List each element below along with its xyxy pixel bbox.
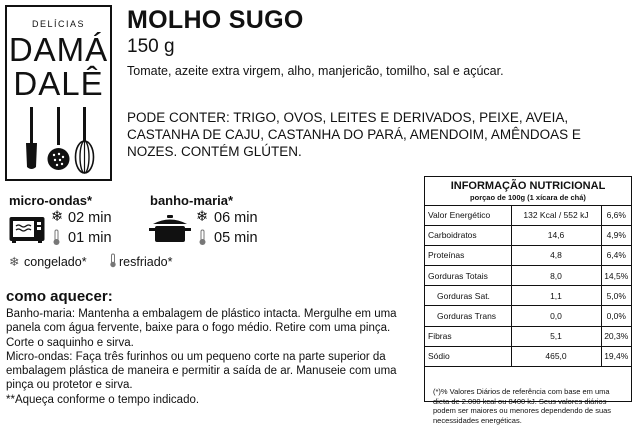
table-row — [425, 225, 631, 245]
microwave-frozen-time: 02 min — [68, 210, 112, 226]
nutrient-name: Proteínas — [425, 245, 511, 265]
table-row — [425, 245, 631, 265]
nutrient-name: Gorduras Totais — [425, 266, 511, 286]
nutrient-daily-value: 0,0% — [601, 306, 631, 326]
nutrient-daily-value: 19,4% — [601, 346, 631, 366]
snowflake-icon: ❄ — [51, 209, 64, 225]
nutrient-name: Sódio — [425, 346, 511, 366]
snowflake-icon: ❄ — [9, 255, 20, 269]
snowflake-icon: ❄ — [196, 209, 209, 225]
allergens-text: PODE CONTER: TRIGO, OVOS, LEITES E DERIVADOS, PEIXE, AVEIA, CASTANHA DE CAJU, CASTANHA DO PARÁ, AMENDOIM, AMÊNDOAS E NOZES. CONTÉM GLÚTEN. — [127, 110, 581, 159]
thermometer-icon — [52, 229, 61, 246]
table-row — [425, 326, 631, 346]
microwave-icon — [9, 216, 45, 244]
nutrient-daily-value: 20,3% — [601, 326, 631, 346]
product-title: MOLHO SUGO — [127, 6, 304, 34]
brand-logo — [5, 5, 112, 181]
nutrition-title: INFORMAÇÃO NUTRICIONAL — [450, 180, 606, 192]
nutrient-value: 132 Kcal / 552 kJ — [511, 205, 601, 225]
brand-line-2: DALÊ — [13, 65, 104, 102]
product-weight: 150 g — [127, 36, 175, 57]
nutrient-value: 465,0 — [511, 346, 601, 366]
heating-note: **Aqueça conforme o tempo indicado. — [6, 393, 200, 406]
microwave-label: micro-ondas* — [9, 193, 93, 208]
table-row — [425, 205, 631, 225]
thermometer-icon — [198, 229, 207, 246]
nutrient-daily-value: 6,6% — [601, 205, 631, 225]
legend-chilled: resfriado* — [119, 255, 173, 269]
nutrition-facts-table — [424, 176, 632, 425]
table-row — [425, 306, 631, 326]
microwave-instructions: Micro-ondas: Faça três furinhos ou um pequeno corte na parte superior da embalagem plástica de maneira e permitir a saída de ar. Manuseie com uma pinça ou protetor e sirva. — [6, 350, 397, 392]
bain-marie-chilled-time: 05 min — [214, 230, 258, 246]
table-row — [425, 286, 631, 306]
nutrient-value: 4,8 — [511, 245, 601, 265]
table-row — [425, 346, 631, 366]
cooking-pot-icon — [148, 213, 192, 245]
legend-frozen: congelado* — [24, 255, 87, 269]
nutrient-daily-value: 6,4% — [601, 245, 631, 265]
nutrient-value: 5,1 — [511, 326, 601, 346]
brand-small-text: DELÍCIAS — [31, 19, 85, 29]
nutrient-value: 8,0 — [511, 266, 601, 286]
nutrient-daily-value: 4,9% — [601, 225, 631, 245]
kitchen-utensils-icon — [21, 107, 97, 175]
howto-title: como aquecer: — [6, 288, 113, 305]
bain-marie-instructions: Banho-maria: Mantenha a embalagem de plástico intacta. Mergulhe em uma panela com água fervente, baixe para o fogo médio. Retire com uma pinça. Corte o saquinho e sirva. — [6, 308, 397, 349]
nutrition-footnote: (*)% Valores Diários de referência com base em uma dieta de 2.000 kcal ou 8400 kJ. Seus valores diários podem ser maiores ou menores dependendo de suas necessidades energéticas. — [433, 387, 612, 425]
nutrient-value: 0,0 — [511, 306, 601, 326]
nutrient-daily-value: 14,5% — [601, 266, 631, 286]
nutrient-name: Carboidratos — [425, 225, 511, 245]
brand-line-1: DAMÁ — [8, 31, 109, 68]
heating-instructions — [6, 307, 421, 407]
nutrient-name: Gorduras Sat. — [425, 286, 511, 306]
nutrient-value: 14,6 — [511, 225, 601, 245]
nutrient-value: 1,1 — [511, 286, 601, 306]
nutrient-name: Fibras — [425, 326, 511, 346]
bain-marie-label: banho-maria* — [150, 193, 234, 208]
nutrient-name: Gorduras Trans — [425, 306, 511, 326]
microwave-chilled-time: 01 min — [68, 230, 112, 246]
ingredients-text: Tomate, azeite extra virgem, alho, manjericão, tomilho, sal e açúcar. — [127, 64, 504, 78]
thermometer-icon — [109, 253, 117, 268]
nutrition-serving: porçao de 100g (1 xícara de chá) — [470, 193, 586, 202]
bain-marie-frozen-time: 06 min — [214, 210, 258, 226]
nutrient-daily-value: 5,0% — [601, 286, 631, 306]
nutrient-name: Valor Energético — [425, 205, 511, 225]
nutrition-rows — [425, 205, 631, 367]
table-row — [425, 266, 631, 286]
nutrition-header — [425, 177, 631, 206]
